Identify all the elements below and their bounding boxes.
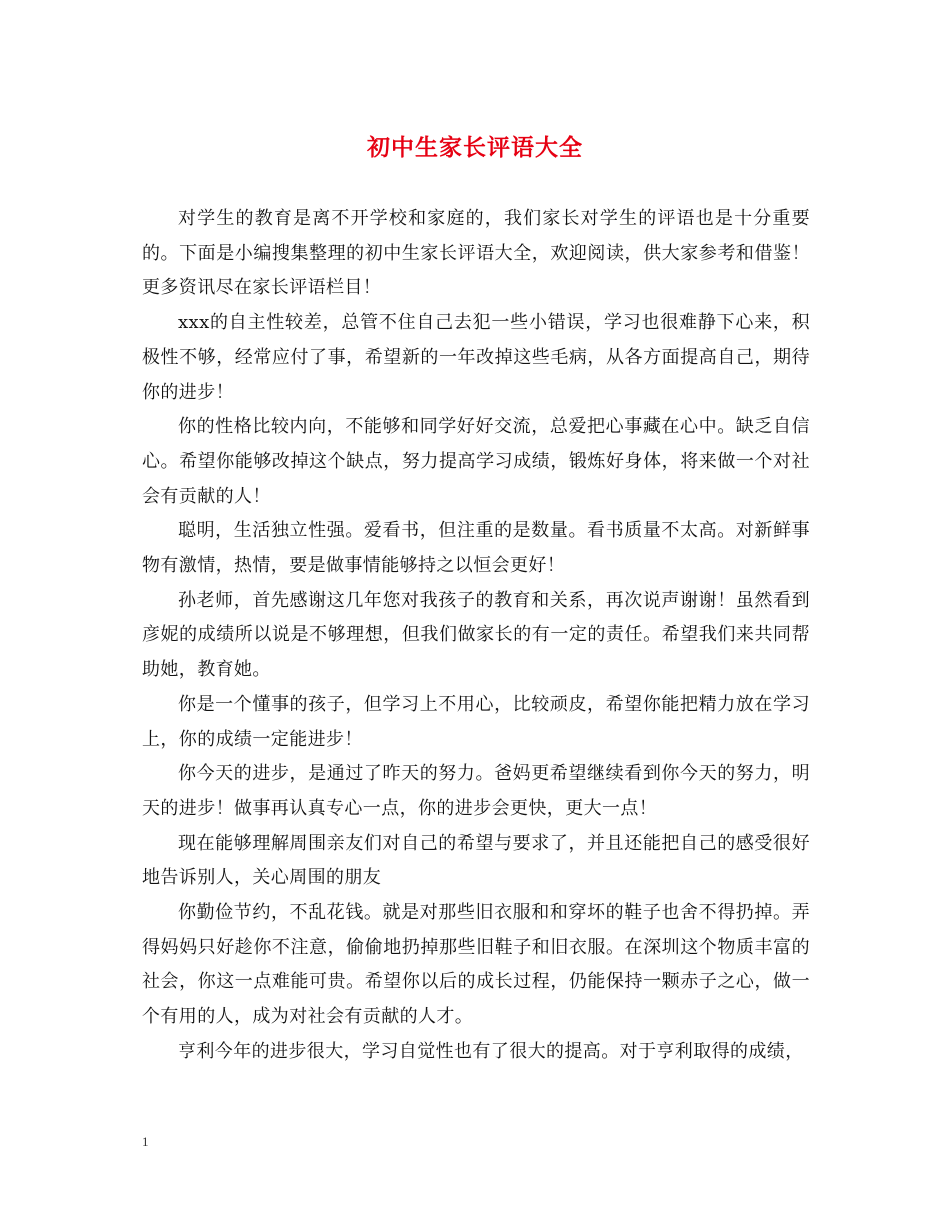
document-body (142, 202, 810, 1070)
paragraph: 亨利今年的进步很大，学习自觉性也有了很大的提高。对于亨利取得的成绩， (178, 1040, 804, 1062)
document-title: 初中生家长评语大全 (367, 134, 583, 161)
paragraph: 孙老师，首先感谢这几年您对我孩子的教育和关系，再次说声谢谢！虽然看到彦妮的成绩所以说是不够理想，但我们做家长的有一定的责任。希望我们来共同帮助她，教育她。 (142, 589, 810, 681)
paragraph: 聪明，生活独立性强。爱看书，但注重的是数量。看书质量不太高。对新鲜事物有激情，热情，要是做事情能够持之以恒会更好！ (142, 520, 810, 577)
paragraph: xxx的自主性较差，总管不住自己去犯一些小错误，学习也很难静下心来，积极性不够，经常应付了事，希望新的一年改掉这些毛病，从各方面提高自己，期待你的进步！ (142, 312, 810, 403)
paragraph: 对学生的教育是离不开学校和家庭的，我们家长对学生的评语也是十分重要的。下面是小编搜集整理的初中生家长评语大全，欢迎阅读，供大家参考和借鉴！更多资讯尽在家长评语栏目！ (142, 208, 810, 299)
paragraph: 你今天的进步，是通过了昨天的努力。爸妈更希望继续看到你今天的努力，明天的进步！做事再认真专心一点，你的进步会更快，更大一点！ (142, 763, 810, 819)
page-number: 1 (142, 1134, 149, 1149)
paragraph: 你是一个懂事的孩子，但学习上不用心，比较顽皮，希望你能把精力放在学习上，你的成绩一定能进步！ (142, 693, 810, 750)
paragraph: 现在能够理解周围亲友们对自己的希望与要求了，并且还能把自己的感受很好地告诉别人，关心周围的朋友 (142, 832, 810, 889)
paragraph: 你勤俭节约，不乱花钱。就是对那些旧衣服和和穿坏的鞋子也舍不得扔掉。弄得妈妈只好趁你不注意，偷偷地扔掉那些旧鞋子和旧衣服。在深圳这个物质丰富的社会，你这一点难能可贵。希望你以后的成长过程，仍能保持一颗赤子之心，做一个有用的人，成为对社会有贡献的人才。 (142, 902, 810, 1028)
paragraph: 你的性格比较内向，不能够和同学好好交流，总爱把心事藏在心中。缺乏自信心。希望你能够改掉这个缺点，努力提高学习成绩，锻炼好身体，将来做一个对社会有贡献的人！ (142, 416, 810, 507)
